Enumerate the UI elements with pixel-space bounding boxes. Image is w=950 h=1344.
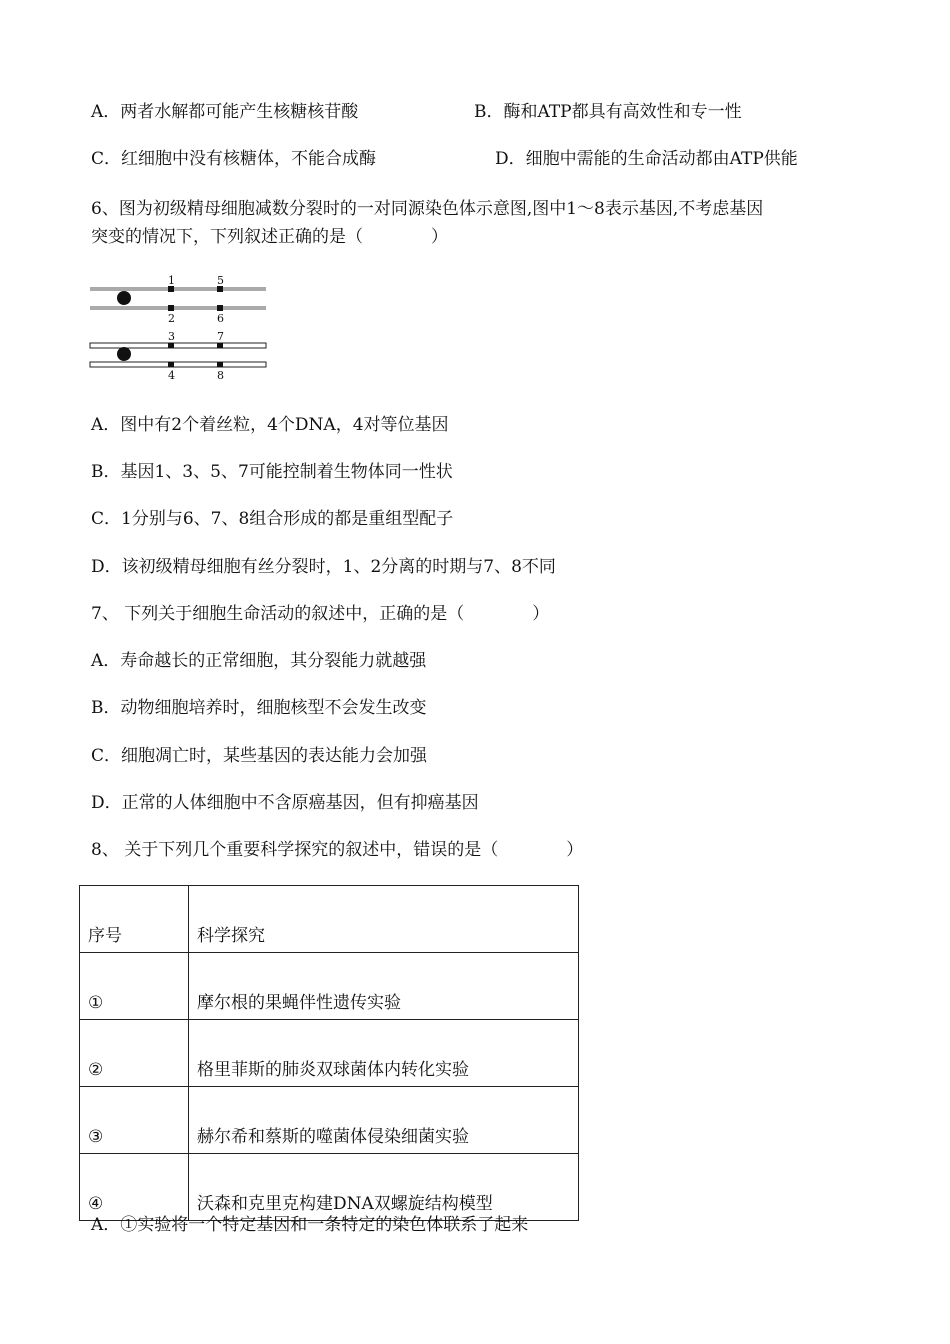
chromatid-1a xyxy=(90,287,266,291)
table-header-row xyxy=(80,886,579,953)
gene-label-1: 1 xyxy=(168,274,175,287)
gene-marker-2 xyxy=(168,305,174,311)
q7-stem: 7、 下列关于细胞生命活动的叙述中，正确的是（ ） xyxy=(91,604,550,624)
centromere-2 xyxy=(117,347,131,361)
q5-option-a: A．两者水解都可能产生核糖核苷酸 xyxy=(91,102,359,122)
gene-label-5: 5 xyxy=(217,274,224,287)
gene-label-8: 8 xyxy=(217,369,224,382)
homologous-chromosome-diagram xyxy=(88,273,270,383)
q6-option-c: C．1分别与6、7、8组合形成的都是重组型配子 xyxy=(91,509,454,529)
table-row xyxy=(80,1154,579,1221)
q5-option-b: B．酶和ATP都具有高效性和专一性 xyxy=(474,102,742,122)
table-row xyxy=(80,1020,579,1087)
q7-option-d: D．正常的人体细胞中不含原癌基因，但有抑癌基因 xyxy=(91,793,479,813)
q5-options-row-2 xyxy=(91,148,910,170)
table-row xyxy=(80,1087,579,1154)
q7-option-b: B．动物细胞培养时，细胞核型不会发生改变 xyxy=(91,698,427,718)
gene-marker-7 xyxy=(217,343,223,348)
q6-stem xyxy=(91,195,871,251)
table-header-number: 序号 xyxy=(80,886,189,953)
table-cell-number: ① xyxy=(80,953,189,1020)
table-header-experiment: 科学探究 xyxy=(189,886,579,953)
gene-label-2: 2 xyxy=(168,312,175,325)
gene-label-7: 7 xyxy=(217,330,224,343)
q5-option-d: D．细胞中需能的生命活动都由ATP供能 xyxy=(495,149,798,169)
q6-stem-line-1: 6、图为初级精母细胞减数分裂时的一对同源染色体示意图,图中1～8表示基因,不考虑基因 xyxy=(91,199,764,219)
table-cell-number: ② xyxy=(80,1020,189,1087)
chromatid-2b xyxy=(90,362,266,367)
gene-label-4: 4 xyxy=(168,369,175,382)
q8-option-a: A．①实验将一个特定基因和一条特定的染色体联系了起来 xyxy=(91,1215,529,1235)
q7-option-c: C．细胞凋亡时，某些基因的表达能力会加强 xyxy=(91,746,428,766)
q5-options-row-1 xyxy=(91,101,910,123)
q8-stem: 8、 关于下列几个重要科学探究的叙述中，错误的是（ ） xyxy=(91,840,584,860)
gene-label-6: 6 xyxy=(217,312,224,325)
chromatid-2a xyxy=(90,343,266,348)
q6-option-b: B．基因1、3、5、7可能控制着生物体同一性状 xyxy=(91,462,453,482)
science-experiments-table xyxy=(79,885,579,1221)
q5-option-c: C．红细胞中没有核糖体，不能合成酶 xyxy=(91,149,377,169)
table-cell-experiment: 格里菲斯的肺炎双球菌体内转化实验 xyxy=(189,1020,579,1087)
gene-marker-3 xyxy=(168,343,174,348)
gene-marker-8 xyxy=(217,362,223,367)
table-cell-experiment: 赫尔希和蔡斯的噬菌体侵染细菌实验 xyxy=(189,1087,579,1154)
table-cell-number: ③ xyxy=(80,1087,189,1154)
q6-option-d: D．该初级精母细胞有丝分裂时，1、2分离的时期与7、8不同 xyxy=(91,557,556,577)
table-row xyxy=(80,953,579,1020)
q7-option-a: A．寿命越长的正常细胞，其分裂能力就越强 xyxy=(91,651,427,671)
table-cell-number: ④ xyxy=(80,1154,189,1221)
q6-option-a: A．图中有2个着丝粒，4个DNA，4对等位基因 xyxy=(91,415,449,435)
gene-marker-4 xyxy=(168,362,174,367)
centromere-1 xyxy=(117,291,131,305)
table-cell-experiment: 摩尔根的果蝇伴性遗传实验 xyxy=(189,953,579,1020)
table-cell-experiment: 沃森和克里克构建DNA双螺旋结构模型 xyxy=(189,1154,579,1221)
q6-stem-line-2: 突变的情况下，下列叙述正确的是（ ） xyxy=(91,227,448,247)
gene-label-3: 3 xyxy=(168,330,175,343)
gene-marker-6 xyxy=(217,305,223,311)
chromatid-1b xyxy=(90,306,266,310)
